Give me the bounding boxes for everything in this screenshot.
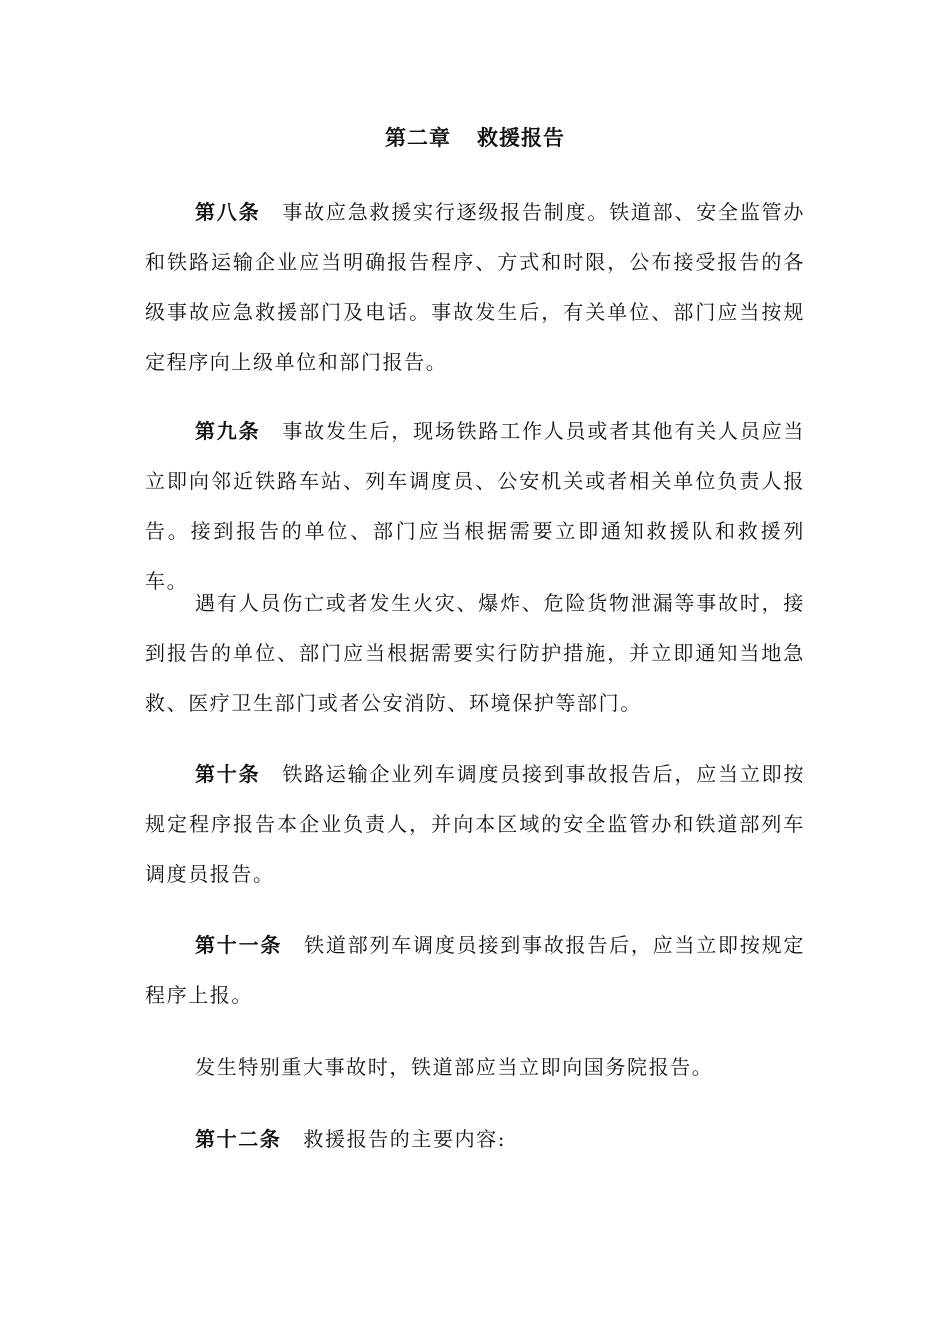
article-label: 第十条: [195, 762, 261, 786]
article-11-paragraph: [145, 920, 805, 1020]
article-9-continuation-paragraph: [145, 578, 805, 728]
chapter-title: 救援报告: [477, 126, 565, 150]
article-text: 铁道部列车调度员接到事故报告后，应当立即按规定程序上报。: [145, 933, 805, 1007]
article-label: 第九条: [195, 419, 261, 443]
article-12-paragraph: [145, 1114, 805, 1164]
article-label: 第十二条: [195, 1127, 282, 1151]
article-8-paragraph: [145, 187, 805, 387]
paragraph-text: 遇有人员伤亡或者发生火灾、爆炸、危险货物泄漏等事故时，接到报告的单位、部门应当根据需要实行防护措施，并立即通知当地急救、医疗卫生部门或者公安消防、环境保护等部门。: [145, 591, 805, 715]
article-text: 事故应急救援实行逐级报告制度。铁道部、安全监管办和铁路运输企业应当明确报告程序、方式和时限，公布接受报告的各级事故应急救援部门及电话。事故发生后，有关单位、部门应当按规定程序向上级单位和部门报告。: [145, 200, 805, 374]
chapter-number: 第二章: [385, 126, 451, 150]
article-text: 铁路运输企业列车调度员接到事故报告后，应当立即按规定程序报告本企业负责人，并向本区域的安全监管办和铁道部列车调度员报告。: [145, 762, 805, 886]
article-9-paragraph: [145, 406, 805, 606]
article-11-continuation-paragraph: [145, 1042, 805, 1092]
article-text: 事故发生后，现场铁路工作人员或者其他有关人员应当立即向邻近铁路车站、列车调度员、公安机关或者相关单位负责人报告。接到报告的单位、部门应当根据需要立即通知救援队和救援列车。: [145, 419, 805, 593]
article-label: 第八条: [195, 200, 261, 224]
article-10-paragraph: [145, 749, 805, 899]
paragraph-text: 发生特别重大事故时，铁道部应当立即向国务院报告。: [195, 1055, 714, 1079]
chapter-heading: [0, 122, 950, 152]
article-label: 第十一条: [195, 933, 283, 957]
article-text: 救援报告的主要内容:: [303, 1127, 507, 1151]
